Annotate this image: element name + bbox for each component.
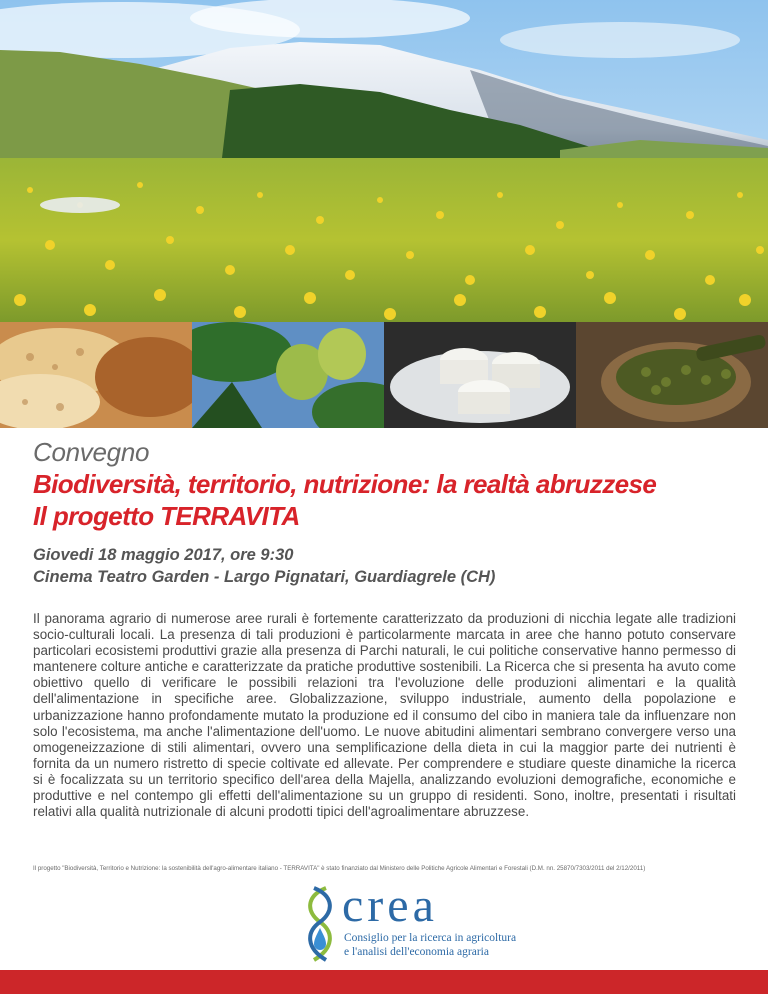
helix-drop-icon	[296, 884, 344, 964]
crea-logo	[296, 879, 517, 964]
event-kicker: Convegno	[33, 437, 150, 467]
funding-note: Il progetto "Biodiversità, Territorio e Nutrizione: la sostenibilità dell'agro-alimentare italiano - TERRAVITA" è stato finanziato dal Ministero delle Politiche Agricole Alimentari e Forestali (D.M. nn. 25870/7303/2011 del 2/12/2011)	[33, 865, 646, 872]
event-venue: Cinema Teatro Garden - Largo Pignatari, Guardiagrele (CH)	[33, 568, 496, 586]
event-title: Biodiversità, territorio, nutrizione: la realtà abruzzese	[33, 469, 657, 499]
crea-subtitle-line2: e l'analisi dell'economia agraria	[344, 946, 489, 958]
ricotta-photo	[384, 322, 576, 428]
crea-wordmark: crea	[342, 879, 438, 932]
hero-landscape-image	[0, 0, 768, 322]
bread-photo	[0, 322, 192, 428]
olives-photo	[576, 322, 768, 428]
description-paragraph: Il panorama agrario di numerose aree rurali è fortemente caratterizzato da produzioni di nicchia legate alle tradizioni socio-culturali locali. La presenza di tali produzioni è particolarmente marcata in aree che hanno potuto conservare particolari ecosistemi produttivi grazie alla presenza di Parchi naturali, le cui politiche conservative hanno permesso di mantenere colture antiche e caratterizzate da pratiche produttive sostenibili. La Ricerca che si presenta ha avuto come obiettivo quello di verificare le possibili relazioni tra l'evoluzione delle produzioni alimentari e la qualità dell'alimentazione in specifiche aree. Globalizzazione, sviluppo industriale, aumento della popolazione e urbanizzazione hanno profondamente mutato la produzione ed il consumo del cibo in maniera tale da influenzare non solo l'ecosistema, ma anche l'alimentazione dell'uomo. Le nuove abitudini alimentari sembrano convergere verso una omogeneizzazione di stili alimentari, ovvero una semplificazione della dieta in cui la maggior parte dei nutrienti è fornita da un numero ristretto di specie coltivate ed allevate. Per comprendere e studiare queste dinamiche la ricerca si è focalizzata su un territorio specifico dell'area della Majella, analizzando evoluzioni demografiche, economiche e produttive e nel contempo gli effetti dell'alimentazione su un gruppo di residenti. Sono, inoltre, presentati i risultati relativi alla qualità nutrizionale di alcuni prodotti tipici dell'agroalimentare abruzzese.	[33, 611, 736, 820]
event-date-time: Giovedi 18 maggio 2017, ore 9:30	[33, 546, 294, 564]
footer-red-bar	[0, 970, 768, 994]
project-title: Il progetto TERRAVITA	[33, 501, 300, 531]
crea-subtitle-line1: Consiglio per la ricerca in agricoltura	[344, 932, 517, 944]
food-photo-strip	[0, 322, 768, 428]
pears-photo	[192, 322, 384, 428]
